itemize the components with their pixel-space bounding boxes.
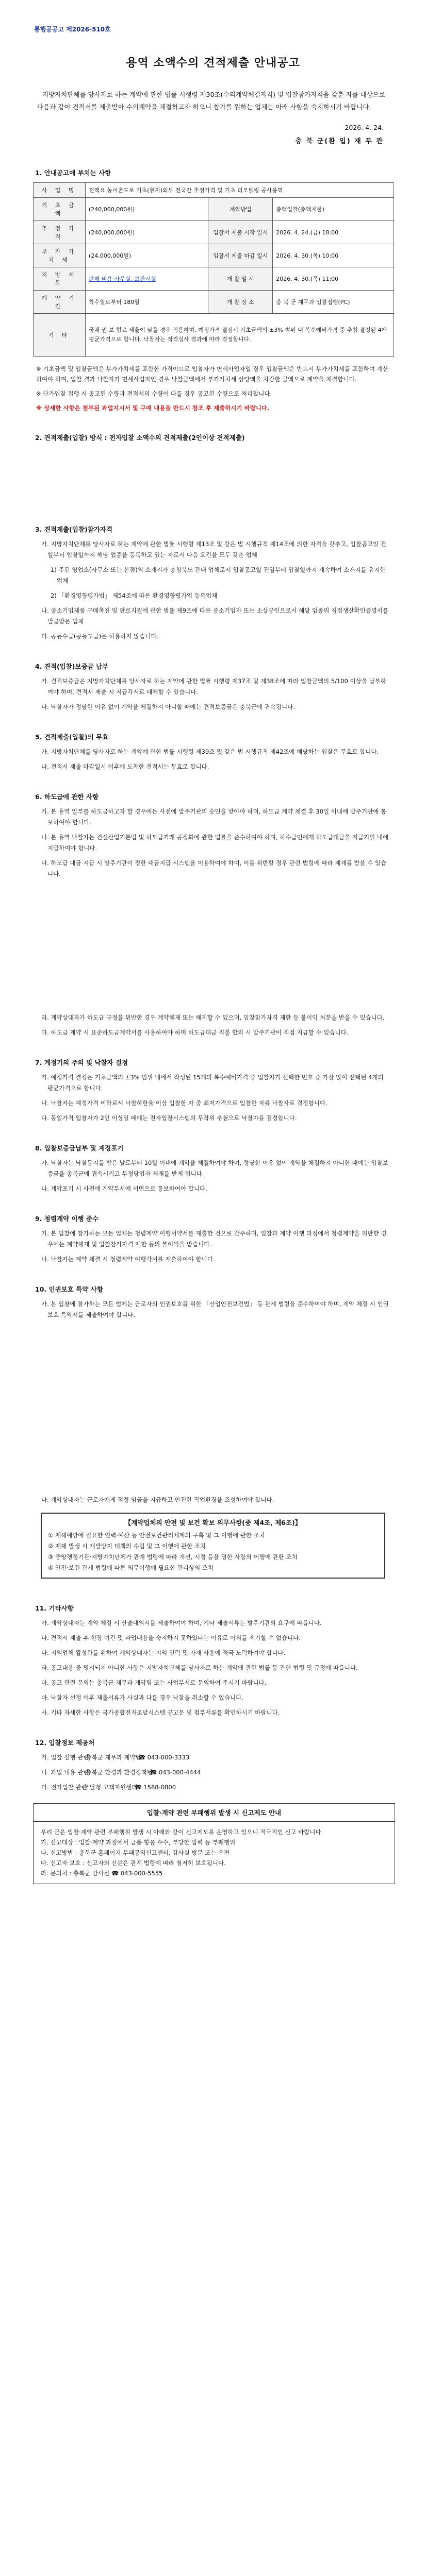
list-item: 가. 계약상대자는 계약 체결 시 산출내역서를 제출하여야 하며, 기타 제출서류는 발주기관의 요구에 따릅니다. <box>41 1619 322 1626</box>
section-heading: 10. 인권보호 특약 사항 <box>35 1285 103 1293</box>
contact-label: 가. 입찰 진행 관련 <box>41 1754 89 1761</box>
list-item: 나. 낙찰자는 예정가격 이하로서 낙찰하한율 이상 입찰한 자 중 최저가격으로 입찰한 자를 낙찰자로 결정합니다. <box>41 1099 327 1107</box>
table-label: 부 가 가 치 세 <box>34 244 86 267</box>
overview-table <box>33 182 394 357</box>
notice-page <box>30 25 396 1884</box>
table-label: 사 업 명 <box>34 183 86 198</box>
table-label: 계약방법 <box>208 198 273 221</box>
report-notice-body <box>34 1822 395 1884</box>
box-line: ① 재해예방에 필요한 인력·예산 등 안전보건관리체계의 구축 및 그 이행에 관한 조치 <box>48 1532 265 1539</box>
report-notice-title: 입찰·계약 관련 부패행위 발생 시 신고제도 안내 <box>34 1804 395 1822</box>
contact-row <box>41 1782 391 1793</box>
list-item: 가. 지방자치단체를 당사자로 하는 계약에 관한 법률 시행령 제39조 및 같은 법 시행규칙 제42조에 해당하는 입찰은 무효로 합니다. <box>41 748 379 755</box>
table-row <box>34 267 394 291</box>
box-title: 【계약업체의 안전 및 보건 확보 의무사항(중 제4조, 제6조)】 <box>124 1519 302 1527</box>
table-label: 입찰서 제출 마감 일시 <box>208 244 273 267</box>
table-label: 기 타 <box>34 314 86 357</box>
table-row <box>34 198 394 221</box>
section-heading: 9. 청렴계약 이행 준수 <box>35 1215 99 1223</box>
list-item: 가. 본 용역 일부를 하도급하고자 할 경우에는 사전에 발주기관의 승인을 받아야 하며, 하도급 계약 체결 후 30일 이내에 발주기관에 통보하여야 합니다. <box>41 808 387 826</box>
table-row <box>34 244 394 267</box>
table-label: 기 초 금 액 <box>34 198 86 221</box>
list-item: 가. 낙찰자는 낙찰통지를 받은 날로부터 10일 이내에 계약을 체결하여야 하며, 정당한 이유 없이 계약을 체결하지 아니한 때에는 입찰보증금을 충북군에 귀속시키고 부정당업자 제재를 받게 됩니다. <box>41 1159 388 1177</box>
safety-duty-box <box>41 1513 385 1579</box>
contact-value: 조달청 고객지원센터 <box>84 1784 138 1791</box>
table-row <box>34 314 394 357</box>
list-item: 가. 본 입찰에 참가하는 모든 업체는 청렴계약 이행서약서를 제출한 것으로 간주하며, 입찰과 계약 이행 과정에서 청렴계약을 위반한 경우에는 계약해제 및 입찰참가자격 제한 등의 불이익을 받습니다. <box>41 1230 387 1248</box>
report-notice-line: 나. 신고방법 : 충북군 홈페이지 부패공익신고센터, 감사실 방문 또는 우편 <box>41 1849 230 1856</box>
table-value: 충 북 군 재무과 입찰집행(PC) <box>273 291 394 314</box>
list-item: 나. 중소기업제품 구매촉진 및 판로지원에 관한 법률 제9조에 따른 중소기업자 또는 소상공인으로서 해당 업종의 직접생산확인증명서를 발급받은 업체 <box>41 607 389 625</box>
contact-phone: ☎ 043-000-3333 <box>138 1754 190 1761</box>
note: ※ 기초금액 및 입찰금액은 부가가치세를 포함한 가격이므로 입찰자가 면세사업자일 경우 입찰금액은 반드시 부가가치세를 포함하여 계산하여야 하며, 입찰 결과 낙찰자가 면세사업자인 경우 낙찰금액에서 부가가치세 상당액을 차감한 금액으로 계약을 체결합니다. <box>36 365 388 383</box>
table-value: 착수일로부터 180일 <box>86 291 208 314</box>
report-notice-line: 가. 신고대상 : 입찰·계약 과정에서 금품·향응 수수, 부당한 압력 등 부패행위 <box>41 1839 236 1846</box>
section-heading: 6. 하도급에 관한 사항 <box>35 793 99 801</box>
section-heading: 11. 기타사항 <box>35 1604 74 1612</box>
contact-phone: ☎ 043-000-4444 <box>149 1769 201 1776</box>
section-heading: 2. 견적제출(입찰) 방식 : 전자입찰 소액수의 견적제출(2인이상 견적제출) <box>35 434 245 442</box>
list-item: 나. 견적서 제출 후 현장 여건 및 과업내용을 숙지하지 못하였다는 이유로 이의를 제기할 수 없습니다. <box>41 1634 301 1641</box>
section-heading: 12. 입찰정보 제공처 <box>35 1739 95 1747</box>
table-value: 총액입찰(총액제한) <box>273 198 394 221</box>
notice-number: 통행공공고 제2026-510호 <box>34 26 111 33</box>
table-label: 계 약 기 간 <box>34 291 86 314</box>
table-value: (240,000,000원) <box>86 221 208 244</box>
note: ※ 단가입찰 집행 시 공고된 수량과 견적서의 수량이 다를 경우 공고된 수량으로 처리합니다. <box>36 390 272 397</box>
contact-label: 나. 과업 내용 관련 <box>41 1769 89 1776</box>
table-label: 입찰서 제출 시작 일시 <box>208 221 273 244</box>
list-item: 다. 동일가격 입찰자가 2인 이상일 때에는 전자입찰시스템의 무작위 추첨으로 낙찰자를 결정합니다. <box>41 1114 297 1122</box>
table-label: 추 정 가 격 <box>34 221 86 244</box>
issuer: 충 북 군(환 입) 재 무 관 <box>295 138 384 145</box>
list-item: 라. 계약상대자가 하도급 규정을 위반한 경우 계약해제 또는 해지할 수 있으며, 입찰참가자격 제한 등 불이익 처분을 받을 수 있습니다. <box>41 1014 385 1021</box>
box-line: ④ 안전·보건 관계 법령에 따른 의무이행에 필요한 관리상의 조치 <box>48 1564 214 1571</box>
list-item: 다. 지역업체 활성화를 위하여 계약상대자는 지역 인력 및 자재 사용에 적극 노력하여야 합니다. <box>41 1649 286 1656</box>
report-notice-line: 다. 신고자 보호 : 신고자의 신분은 관계 법령에 따라 철저히 보호됩니다. <box>41 1859 226 1867</box>
section-heading: 4. 견적(입찰)보증금 납부 <box>35 663 109 670</box>
table-value: 2026. 4. 24.(금) 18:00 <box>273 221 394 244</box>
list-item: 나. 낙찰자는 계약 체결 시 청렴계약 이행각서를 제출하여야 합니다. <box>41 1256 215 1263</box>
box-line: ③ 중앙행정기관·지방자치단체가 관계 법령에 따라 개선, 시정 등을 명한 사항의 이행에 관한 조치 <box>48 1553 298 1561</box>
list-item: 다. 공동수급(공동도급)은 허용하지 않습니다. <box>41 633 159 640</box>
table-value: 2026. 4. 30.(목) 11:00 <box>273 267 394 291</box>
list-item: 1) 주된 영업소(사무소 또는 본점)의 소재지가 충청북도 관내 업체로서 입찰공고일 전일부터 입찰일까지 계속하여 소재지를 유지한 업체 <box>51 566 386 584</box>
table-value: (240,000,000원) <box>86 198 208 221</box>
list-item: 2) 「환경영향평가법」 제54조에 따른 환경영향평가업 등록업체 <box>51 592 218 599</box>
contact-row <box>41 1767 391 1778</box>
list-item: 마. 하도급 계약 시 표준하도급계약서를 사용하여야 하며 하도급대금 직불 합의 시 발주기관이 직접 지급할 수 있습니다. <box>41 1029 349 1036</box>
list-item: 가. 견적보증금은 지방자치단체를 당사자로 하는 계약에 관한 법률 시행령 제37조 및 제38조에 따라 입찰금액의 5/100 이상을 납부하여야 하며, 견적서 제출 시 지급각서로 대체할 수 있습니다. <box>41 677 386 696</box>
page-title: 용역 소액수의 견적제출 안내공고 <box>126 57 300 70</box>
section-heading: 3. 견적제출(입찰)참가자격 <box>35 526 112 533</box>
list-item: 나. 본 용역 낙찰자는 건설산업기본법 및 하도급거래 공정화에 관한 법률을 준수하여야 하며, 하수급인에게 하도급대금을 지급기일 내에 지급하여야 합니다. <box>41 834 389 852</box>
box-line: ② 재해 발생 시 재발방지 대책의 수립 및 그 이행에 관한 조치 <box>48 1543 206 1550</box>
section-heading: 7. 계정기의 주의 및 낙찰자 결정 <box>35 1059 128 1066</box>
list-item: 나. 낙찰자가 정당한 이유 없이 계약을 체결하지 아니할 때에는 견적보증금은 충북군에 귀속됩니다. <box>41 703 295 710</box>
list-item: 나. 계약포기 시 사전에 계약부서에 서면으로 통보하여야 합니다. <box>41 1185 207 1192</box>
contact-value: 충북군 재무과 계약팀 <box>86 1754 141 1761</box>
important-note: ※ 상세한 사항은 첨부된 과업지시서 및 구매 내용을 반드시 참조 후 제출하시기 바랍니다. <box>36 404 270 412</box>
contact-row <box>41 1752 391 1763</box>
report-notice-box <box>33 1803 395 1884</box>
table-label: 지 방 세 목 <box>34 267 86 291</box>
section-heading: 1. 안내공고에 부치는 사항 <box>35 169 111 177</box>
table-value: 전액요 농어촌도로 기초(현지)외부 전국간 추정가격 및 기초 리모델링 공사용역 <box>86 183 394 198</box>
table-label: 개 찰 일 시 <box>208 267 273 291</box>
table-row <box>34 183 394 198</box>
list-item: 마. 공고 관련 문의는 충북군 재무과 계약팀 또는 사업부서로 문의하여 주시기 바랍니다. <box>41 1679 267 1686</box>
list-item: 나. 계약상대자는 근로자에게 적정 임금을 지급하고 안전한 작업환경을 조성하여야 합니다. <box>41 1496 274 1503</box>
list-item: 다. 하도급 대금 지급 시 발주기관이 정한 대금지급 시스템을 이용하여야 하며, 이를 위반할 경우 관련 법령에 따라 제재를 받을 수 있습니다. <box>41 859 387 877</box>
list-item: 가. 예정가격 결정은 기초금액의 ±3% 범위 내에서 작성된 15개의 복수예비가격 중 입찰자가 선택한 번호 중 가장 많이 선택된 4개의 평균가격으로 합니다. <box>41 1074 384 1092</box>
table-label: 개 찰 장 소 <box>208 291 273 314</box>
report-notice-line: 라. 문의처 : 충북군 감사실 ☎ 043-000-5555 <box>41 1870 163 1877</box>
table-value: (24,000,000원) <box>86 244 208 267</box>
list-item: 가. 본 입찰에 참가하는 모든 업체는 근로자의 인권보호를 위한 「산업안전보건법」 등 관계 법령을 준수하여야 하며, 계약 체결 시 인권보호 특약서를 제출하여야 합니다. <box>41 1300 389 1318</box>
contact-value: 충북군 환경과 환경정책팀 <box>86 1769 153 1776</box>
list-item: 사. 기타 자세한 사항은 국가종합전자조달시스템 공고문 및 첨부서류를 확인하시기 바랍니다. <box>41 1709 280 1716</box>
section-heading: 5. 견적제출(입찰)의 무효 <box>35 733 109 741</box>
table-value: 국채 권 보 험료 세율이 낮을 경우 적용하며, 예정가격 결정시 기초금액의 ±3% 범위 내 복수예비가격 중 추첨 결정된 4개 평균가격으로 합니다. 낙찰자는 적격심사 결과에 따라 결정합니다. <box>86 314 394 357</box>
report-notice-line: 우리 군은 입찰·계약 관련 부패행위 발생 시 아래와 같이 신고제도를 운영하고 있으니 적극적인 신고 바랍니다. <box>41 1828 323 1836</box>
contact-phone: ☎ 1588-0800 <box>134 1784 176 1791</box>
section-heading: 8. 입찰보증금납부 및 계정포기 <box>35 1144 124 1152</box>
list-item: 가. 지방자치단체를 당사자로 하는 계약에 관한 법률 시행령 제13조 및 같은 법 시행규칙 제14조에 의한 자격을 갖추고, 입찰공고일 전일부터 입찰일까지 해당 업종을 등록하고 있는 자로서 다음 요건을 모두 갖춘 업체 <box>41 540 386 558</box>
list-item: 라. 공고내용 중 명시되지 아니한 사항은 지방자치단체를 당사자로 하는 계약에 관한 법률 등 관련 법령 및 규정에 따릅니다. <box>41 1664 358 1671</box>
contact-label: 다. 전자입찰 관련 <box>41 1784 87 1791</box>
table-value: 2026. 4. 30.(목) 10:00 <box>273 244 394 267</box>
list-item: 바. 낙찰자 선정 이후 제출서류가 사실과 다를 경우 낙찰을 취소할 수 있습니다. <box>41 1694 243 1701</box>
intro-paragraph: 지방자치단체를 당사자로 하는 계약에 관한 법률 시행령 제30조(수의계약체결자격) 및 입찰참가자격을 갖춘 자를 대상으로 다음과 같이 견적서를 제출받아 수의계약을 체결하고자 하오니 참가를 원하는 업체는 아래 사항을 숙지하시기 바랍니다. <box>37 91 386 111</box>
table-value-link[interactable]: 판매·비용·사무실, 보관시설 <box>86 267 208 291</box>
list-item: 나. 견적서 제출 마감일시 이후에 도착한 견적서는 무효로 합니다. <box>41 763 209 770</box>
table-row <box>34 291 394 314</box>
notice-date: 2026. 4. 24. <box>345 124 384 131</box>
table-row <box>34 221 394 244</box>
